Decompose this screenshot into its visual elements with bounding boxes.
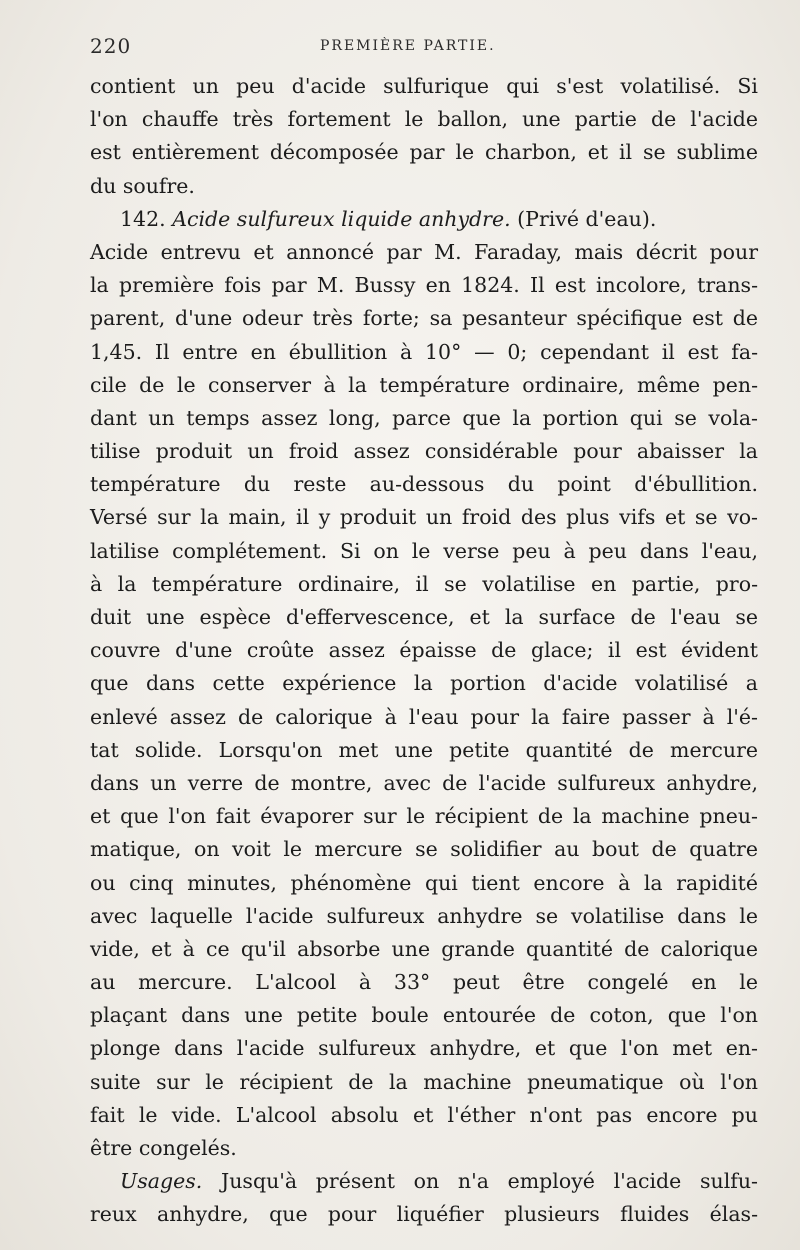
text-line: température du reste au-dessous du point d'ébullition. bbox=[90, 472, 758, 497]
running-title: PREMIÈRE PARTIE. bbox=[320, 38, 496, 54]
text-line: la première fois par M. Bussy en 1824. Il est incolore, trans- bbox=[90, 273, 758, 298]
text-line: avec laquelle l'acide sulfureux anhydre se volatilise dans le bbox=[90, 903, 758, 928]
usages-title-rest: Jusqu'à présent on n'a employé l'acide sulfu- bbox=[221, 1169, 758, 1194]
text-line: tat solide. Lorsqu'on met une petite quantité de mercure bbox=[90, 737, 758, 762]
text-line: dans un verre de montre, avec de l'acide sulfureux anhydre, bbox=[90, 770, 758, 795]
text-line: 1,45. Il entre en ébullition à 10° — 0; cependant il est fa- bbox=[90, 339, 758, 364]
page-header bbox=[90, 34, 760, 64]
text-line: à la température ordinaire, il se volatilise en partie, pro- bbox=[90, 571, 758, 596]
usages-title: Usages. bbox=[120, 1169, 203, 1194]
text-line: cile de le conserver à la température ordinaire, même pen- bbox=[90, 372, 758, 397]
section-heading-line bbox=[90, 203, 758, 236]
text-line: enlevé assez de calorique à l'eau pour la faire passer à l'é- bbox=[90, 704, 758, 729]
text-line: suite sur le récipient de la machine pneumatique où l'on bbox=[90, 1069, 758, 1094]
text-line: et que l'on fait évaporer sur le récipient de la machine pneu- bbox=[90, 804, 758, 829]
text-line: vide, et à ce qu'il absorbe une grande quantité de calorique bbox=[90, 936, 758, 961]
text-line: l'on chauffe très fortement le ballon, une partie de l'acide bbox=[90, 107, 758, 132]
text-line: reux anhydre, que pour liquéfier plusieurs fluides élas- bbox=[90, 1202, 758, 1227]
text-line: duit une espèce d'effervescence, et la surface de l'eau se bbox=[90, 605, 758, 629]
text-line: est entièrement décomposée par le charbon, et il se sublime bbox=[90, 140, 758, 165]
usages-heading-line bbox=[90, 1165, 758, 1198]
section-title-rest: (Privé d'eau). bbox=[517, 206, 657, 231]
text-line: ou cinq minutes, phénomène qui tient encore à la rapidité bbox=[90, 870, 758, 895]
section-number: 142. bbox=[120, 206, 166, 231]
text-line: parent, d'une odeur très forte; sa pesanteur spécifique est de bbox=[90, 306, 758, 331]
text-line: couvre d'une croûte assez épaisse de glace; il est évident bbox=[90, 638, 758, 663]
text-line: Acide entrevu et annoncé par M. Faraday, mais décrit pour bbox=[90, 239, 758, 264]
text-line: tilise produit un froid assez considérable pour abaisser la bbox=[90, 439, 758, 464]
text-line: plonge dans l'acide sulfureux anhydre, et que l'on met en- bbox=[90, 1036, 758, 1061]
text-line: au mercure. L'alcool à 33° peut être congelé en le bbox=[90, 970, 758, 995]
text-line: plaçant dans une petite boule entourée de coton, que l'on bbox=[90, 1003, 758, 1028]
text-line: matique, on voit le mercure se solidifier au bout de quatre bbox=[90, 837, 758, 862]
text-line: contient un peu d'acide sulfurique qui s'est volatilisé. Si bbox=[90, 74, 758, 98]
text-line: être congelés. bbox=[90, 1136, 237, 1160]
body-text bbox=[90, 70, 758, 1232]
text-line: dant un temps assez long, parce que la portion qui se vola- bbox=[90, 405, 758, 430]
text-line: fait le vide. L'alcool absolu et l'éther n'ont pas encore pu bbox=[90, 1102, 758, 1127]
text-line: du soufre. bbox=[90, 173, 195, 198]
page-number: 220 bbox=[90, 34, 132, 58]
text-line: que dans cette expérience la portion d'acide volatilisé a bbox=[90, 671, 758, 696]
text-line: Versé sur la main, il y produit un froid des plus vifs et se vo- bbox=[90, 505, 758, 530]
section-title: Acide sulfureux liquide anhydre. bbox=[172, 206, 511, 231]
text-line: latilise complétement. Si on le verse peu à peu dans l'eau, bbox=[90, 538, 758, 563]
